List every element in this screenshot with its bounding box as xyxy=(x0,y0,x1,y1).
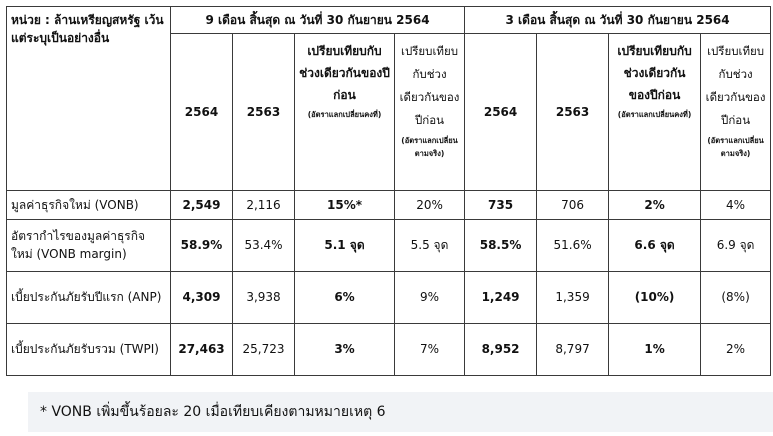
cell-9m-compare-constant: 3% xyxy=(295,323,395,375)
cell-3m-compare-constant: 2% xyxy=(609,191,701,219)
col-3m-compare-constant-fx xyxy=(609,34,701,191)
cell-3m-compare-constant: 6.6 จุด xyxy=(609,219,701,271)
cell-9m-2564: 58.9% xyxy=(171,219,233,271)
cell-9m-2563: 3,938 xyxy=(233,271,295,323)
cell-3m-compare-actual: 4% xyxy=(701,191,771,219)
cell-3m-2563: 1,359 xyxy=(537,271,609,323)
header-row-periods xyxy=(7,7,771,34)
row-label: เบี้ยประกันภัยรับรวม (TWPI) xyxy=(7,323,171,375)
compare-constant-note: (อัตราแลกเปลี่ยนคงที่) xyxy=(307,110,382,120)
cell-9m-compare-actual: 9% xyxy=(395,271,465,323)
cell-9m-2564: 2,549 xyxy=(171,191,233,219)
cell-3m-2564: 8,952 xyxy=(465,323,537,375)
compare-actual-label: เปรียบเทียบกับช่วงเดียวกันของปีก่อน xyxy=(399,44,460,128)
cell-9m-compare-actual: 7% xyxy=(395,323,465,375)
unit-label: หน่วย : ล้านเหรียญสหรัฐ เว้นแต่ระบุเป็นอย่างอื่น xyxy=(7,7,171,191)
cell-3m-2564: 735 xyxy=(465,191,537,219)
cell-9m-2563: 53.4% xyxy=(233,219,295,271)
cell-3m-2563: 51.6% xyxy=(537,219,609,271)
row-label: เบี้ยประกันภัยรับปีแรก (ANP) xyxy=(7,271,171,323)
cell-3m-compare-constant: (10%) xyxy=(609,271,701,323)
period-9-months-header: 9 เดือน สิ้นสุด ณ วันที่ 30 กันยายน 2564 xyxy=(171,7,465,34)
col-9m-2564: 2564 xyxy=(171,34,233,191)
col-3m-compare-actual-fx xyxy=(701,34,771,191)
cell-9m-2563: 2,116 xyxy=(233,191,295,219)
cell-3m-2564: 1,249 xyxy=(465,271,537,323)
table-row-vonb-margin xyxy=(7,219,771,271)
compare-constant-label: เปรียบเทียบกับช่วงเดียวกันของปีก่อน xyxy=(299,44,390,103)
table-row-vonb xyxy=(7,191,771,219)
cell-9m-compare-actual: 20% xyxy=(395,191,465,219)
compare-constant-label: เปรียบเทียบกับช่วงเดียวกันของปีก่อน xyxy=(617,44,692,103)
cell-9m-compare-constant: 15%* xyxy=(295,191,395,219)
period-3-months-header: 3 เดือน สิ้นสุด ณ วันที่ 30 กันยายน 2564 xyxy=(465,7,771,34)
cell-3m-compare-actual: 2% xyxy=(701,323,771,375)
cell-3m-2564: 58.5% xyxy=(465,219,537,271)
col-9m-2563: 2563 xyxy=(233,34,295,191)
compare-actual-note: (อัตราแลกเปลี่ยนตามจริง) xyxy=(707,136,764,159)
footnote: * VONB เพิ่มขึ้นร้อยละ 20 เมื่อเทียบเคียงตามหมายเหตุ 6 xyxy=(28,392,773,432)
cell-9m-compare-constant: 5.1 จุด xyxy=(295,219,395,271)
row-label: อัตรากำไรของมูลค่าธุรกิจใหม่ (VONB margin) xyxy=(7,219,171,271)
row-label: มูลค่าธุรกิจใหม่ (VONB) xyxy=(7,191,171,219)
financial-summary-table xyxy=(6,6,771,376)
compare-actual-label: เปรียบเทียบกับช่วงเดียวกันของปีก่อน xyxy=(705,44,766,128)
col-3m-2564: 2564 xyxy=(465,34,537,191)
cell-9m-compare-actual: 5.5 จุด xyxy=(395,219,465,271)
cell-3m-compare-actual: (8%) xyxy=(701,271,771,323)
compare-actual-note: (อัตราแลกเปลี่ยนตามจริง) xyxy=(401,136,458,159)
col-9m-compare-actual-fx xyxy=(395,34,465,191)
cell-9m-compare-constant: 6% xyxy=(295,271,395,323)
compare-constant-note: (อัตราแลกเปลี่ยนคงที่) xyxy=(617,110,692,120)
cell-3m-2563: 706 xyxy=(537,191,609,219)
col-9m-compare-constant-fx xyxy=(295,34,395,191)
cell-9m-2563: 25,723 xyxy=(233,323,295,375)
cell-3m-compare-actual: 6.9 จุด xyxy=(701,219,771,271)
cell-3m-compare-constant: 1% xyxy=(609,323,701,375)
table-row-twpi xyxy=(7,323,771,375)
cell-9m-2564: 27,463 xyxy=(171,323,233,375)
cell-9m-2564: 4,309 xyxy=(171,271,233,323)
table-row-anp xyxy=(7,271,771,323)
cell-3m-2563: 8,797 xyxy=(537,323,609,375)
col-3m-2563: 2563 xyxy=(537,34,609,191)
